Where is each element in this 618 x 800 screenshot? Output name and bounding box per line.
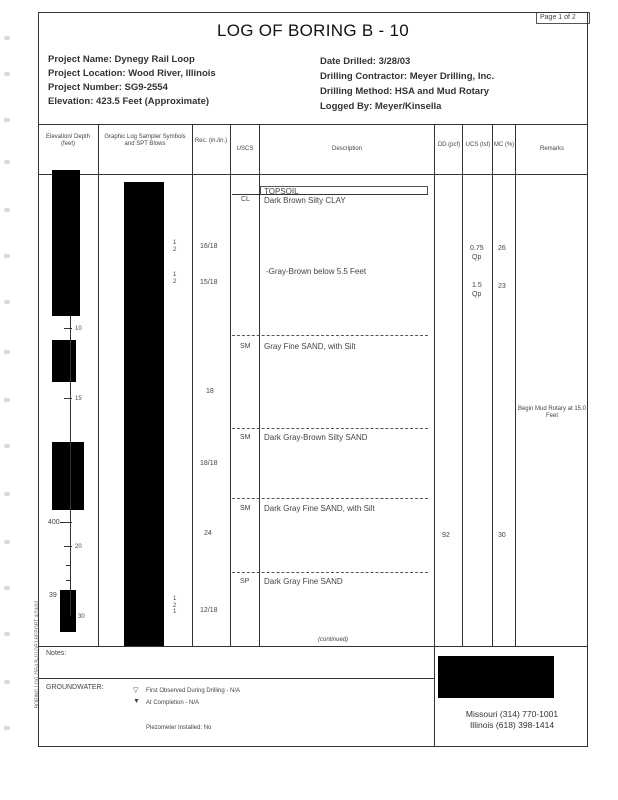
piezometer: Piezometer Installed: No — [146, 725, 212, 731]
depth-mark-15: 15 — [75, 396, 82, 402]
project-elevation: Elevation: 423.5 Feet (Approximate) — [48, 96, 210, 107]
layer-boundary-2 — [232, 428, 428, 429]
elev-mark-39: 39 — [49, 592, 57, 599]
table-top-rule — [38, 124, 588, 125]
layer-desc-topsoil: TOPSOIL — [264, 187, 299, 196]
rec-value-5: 24 — [204, 530, 212, 537]
redaction-logo — [438, 656, 554, 698]
topsoil-rule — [232, 194, 428, 195]
drilling-method: Drilling Method: HSA and Mud Rotary — [320, 86, 490, 97]
redaction-elev-bottom — [60, 590, 76, 632]
layer-desc-silty-clay: Dark Brown Silty CLAY — [264, 196, 346, 205]
col-header-mc: MC (%) — [493, 142, 515, 148]
layer-desc-gray-brown: -Gray-Brown below 5.5 Feet — [266, 267, 367, 276]
ucs-unit-2: Qp — [472, 291, 482, 298]
contact-missouri: Missouri (314) 770-1001 — [465, 709, 559, 719]
ucs-value-1: 0.75 — [470, 245, 484, 252]
notes-label: Notes: — [46, 650, 67, 657]
col-rule-8 — [515, 124, 516, 646]
col-header-dd: DD (pcf) — [437, 142, 461, 148]
redaction-graphic-log — [124, 182, 164, 646]
col-header-elev: Elevation/ Depth (feet) — [45, 134, 91, 147]
col-header-rec: Rec. (in./in.) — [194, 138, 228, 144]
layer-boundary-3 — [232, 498, 428, 499]
tick-400 — [60, 522, 72, 523]
project-location: Project Location: Wood River, Illinois — [48, 68, 216, 79]
sampler-mark-1: 1 2 — [173, 240, 177, 253]
col-header-graphic: Graphic Log Sampler Symbols and SPT Blows — [104, 134, 186, 147]
project-number: Project Number: SG9-2554 — [48, 82, 168, 93]
layer-uscs-sm-1: SM — [240, 343, 251, 350]
dd-value-1: 92 — [442, 532, 450, 539]
layer-desc-silty-sand: Dark Gray-Brown Silty SAND — [264, 433, 368, 442]
remark-mud-rotary: Begin Mud Rotary at 15.0 Feet — [517, 406, 587, 420]
col-rule-4 — [259, 124, 260, 646]
tick-minor-1 — [66, 565, 71, 566]
header-bottom-rule — [38, 174, 588, 175]
col-header-remarks: Remarks — [539, 146, 564, 152]
groundwater-completion: At Completion - N/A — [146, 700, 200, 706]
layer-boundary-1 — [232, 335, 428, 336]
completion-icon: ▼ — [133, 698, 140, 705]
contact-illinois: Illinois (618) 398-1414 — [469, 720, 555, 730]
col-rule-7 — [492, 124, 493, 646]
rec-value-2: 15/18 — [200, 279, 218, 286]
mc-value-3: 30 — [498, 532, 506, 539]
col-rule-1 — [98, 124, 99, 646]
sampler-mark-2: 1 2 — [173, 272, 177, 285]
mc-value-2: 23 — [498, 283, 506, 290]
logged-by: Logged By: Meyer/Kinsella — [320, 101, 442, 112]
col-header-desc: Description — [331, 146, 362, 152]
redaction-elev-mid — [52, 340, 76, 382]
layer-desc-gray-fine-sand: Gray Fine SAND, with Silt — [264, 342, 356, 351]
depth-mark-30: 30 — [78, 614, 85, 620]
rec-value-4: 18/18 — [200, 460, 218, 467]
rec-value-6: 12/18 — [200, 607, 218, 614]
drilling-contractor: Drilling Contractor: Meyer Drilling, Inc. — [320, 71, 495, 82]
notes-bottom-rule — [38, 678, 434, 679]
layer-desc-dark-gray-fine-sand: Dark Gray Fine SAND — [264, 577, 343, 586]
col-rule-5 — [434, 124, 435, 747]
layer-uscs-cl: CL — [241, 196, 250, 203]
log-title: LOG OF BORING B - 10 — [216, 21, 410, 40]
tick-minor-2 — [66, 580, 71, 581]
tick-10 — [64, 328, 72, 329]
table-bottom-rule — [38, 646, 588, 647]
redaction-elev-top — [52, 170, 80, 316]
rec-value-1: 16/18 — [200, 243, 218, 250]
layer-uscs-sm-3: SM — [240, 505, 251, 512]
col-rule-3 — [230, 124, 231, 646]
redaction-elev-lower — [52, 442, 84, 510]
col-header-ucs: UCS (tsf) — [465, 142, 491, 148]
ucs-value-2: 1.5 — [472, 282, 482, 289]
layer-desc-dark-gray-sand-silt: Dark Gray Fine SAND, with Silt — [264, 504, 375, 513]
col-rule-2 — [192, 124, 193, 646]
groundwater-label: GROUNDWATER: — [46, 684, 104, 691]
continued-label: (continued) — [318, 637, 349, 643]
col-rule-6 — [462, 124, 463, 646]
depth-mark-20: 20 — [75, 544, 82, 550]
ucs-unit-1: Qp — [472, 254, 482, 261]
sampler-mark-3: 1 2 1 — [173, 596, 177, 616]
col-header-uscs: USCS — [236, 146, 254, 152]
tick-15 — [64, 398, 72, 399]
page-label: Page 1 of 2 — [540, 14, 576, 21]
layer-uscs-sm-2: SM — [240, 434, 251, 441]
rec-value-3: 18 — [206, 388, 214, 395]
groundwater-first: First Observed During Drilling - N/A — [146, 688, 241, 694]
mc-value-1: 26 — [498, 245, 506, 252]
water-level-icon: ▽ — [133, 687, 139, 694]
elev-mark-400: 400 — [48, 519, 60, 526]
project-name: Project Name: Dynegy Rail Loop — [48, 54, 195, 65]
depth-scale-line — [70, 316, 71, 616]
layer-boundary-4 — [232, 572, 428, 573]
tick-20 — [64, 546, 72, 547]
depth-mark-10: 10 — [75, 326, 82, 332]
side-file-text: BORING LOG 2554 B-10.GPJ REPORT 4/24/03 — [34, 600, 41, 709]
layer-uscs-sp: SP — [240, 578, 250, 585]
date-drilled: Date Drilled: 3/28/03 — [320, 56, 411, 67]
